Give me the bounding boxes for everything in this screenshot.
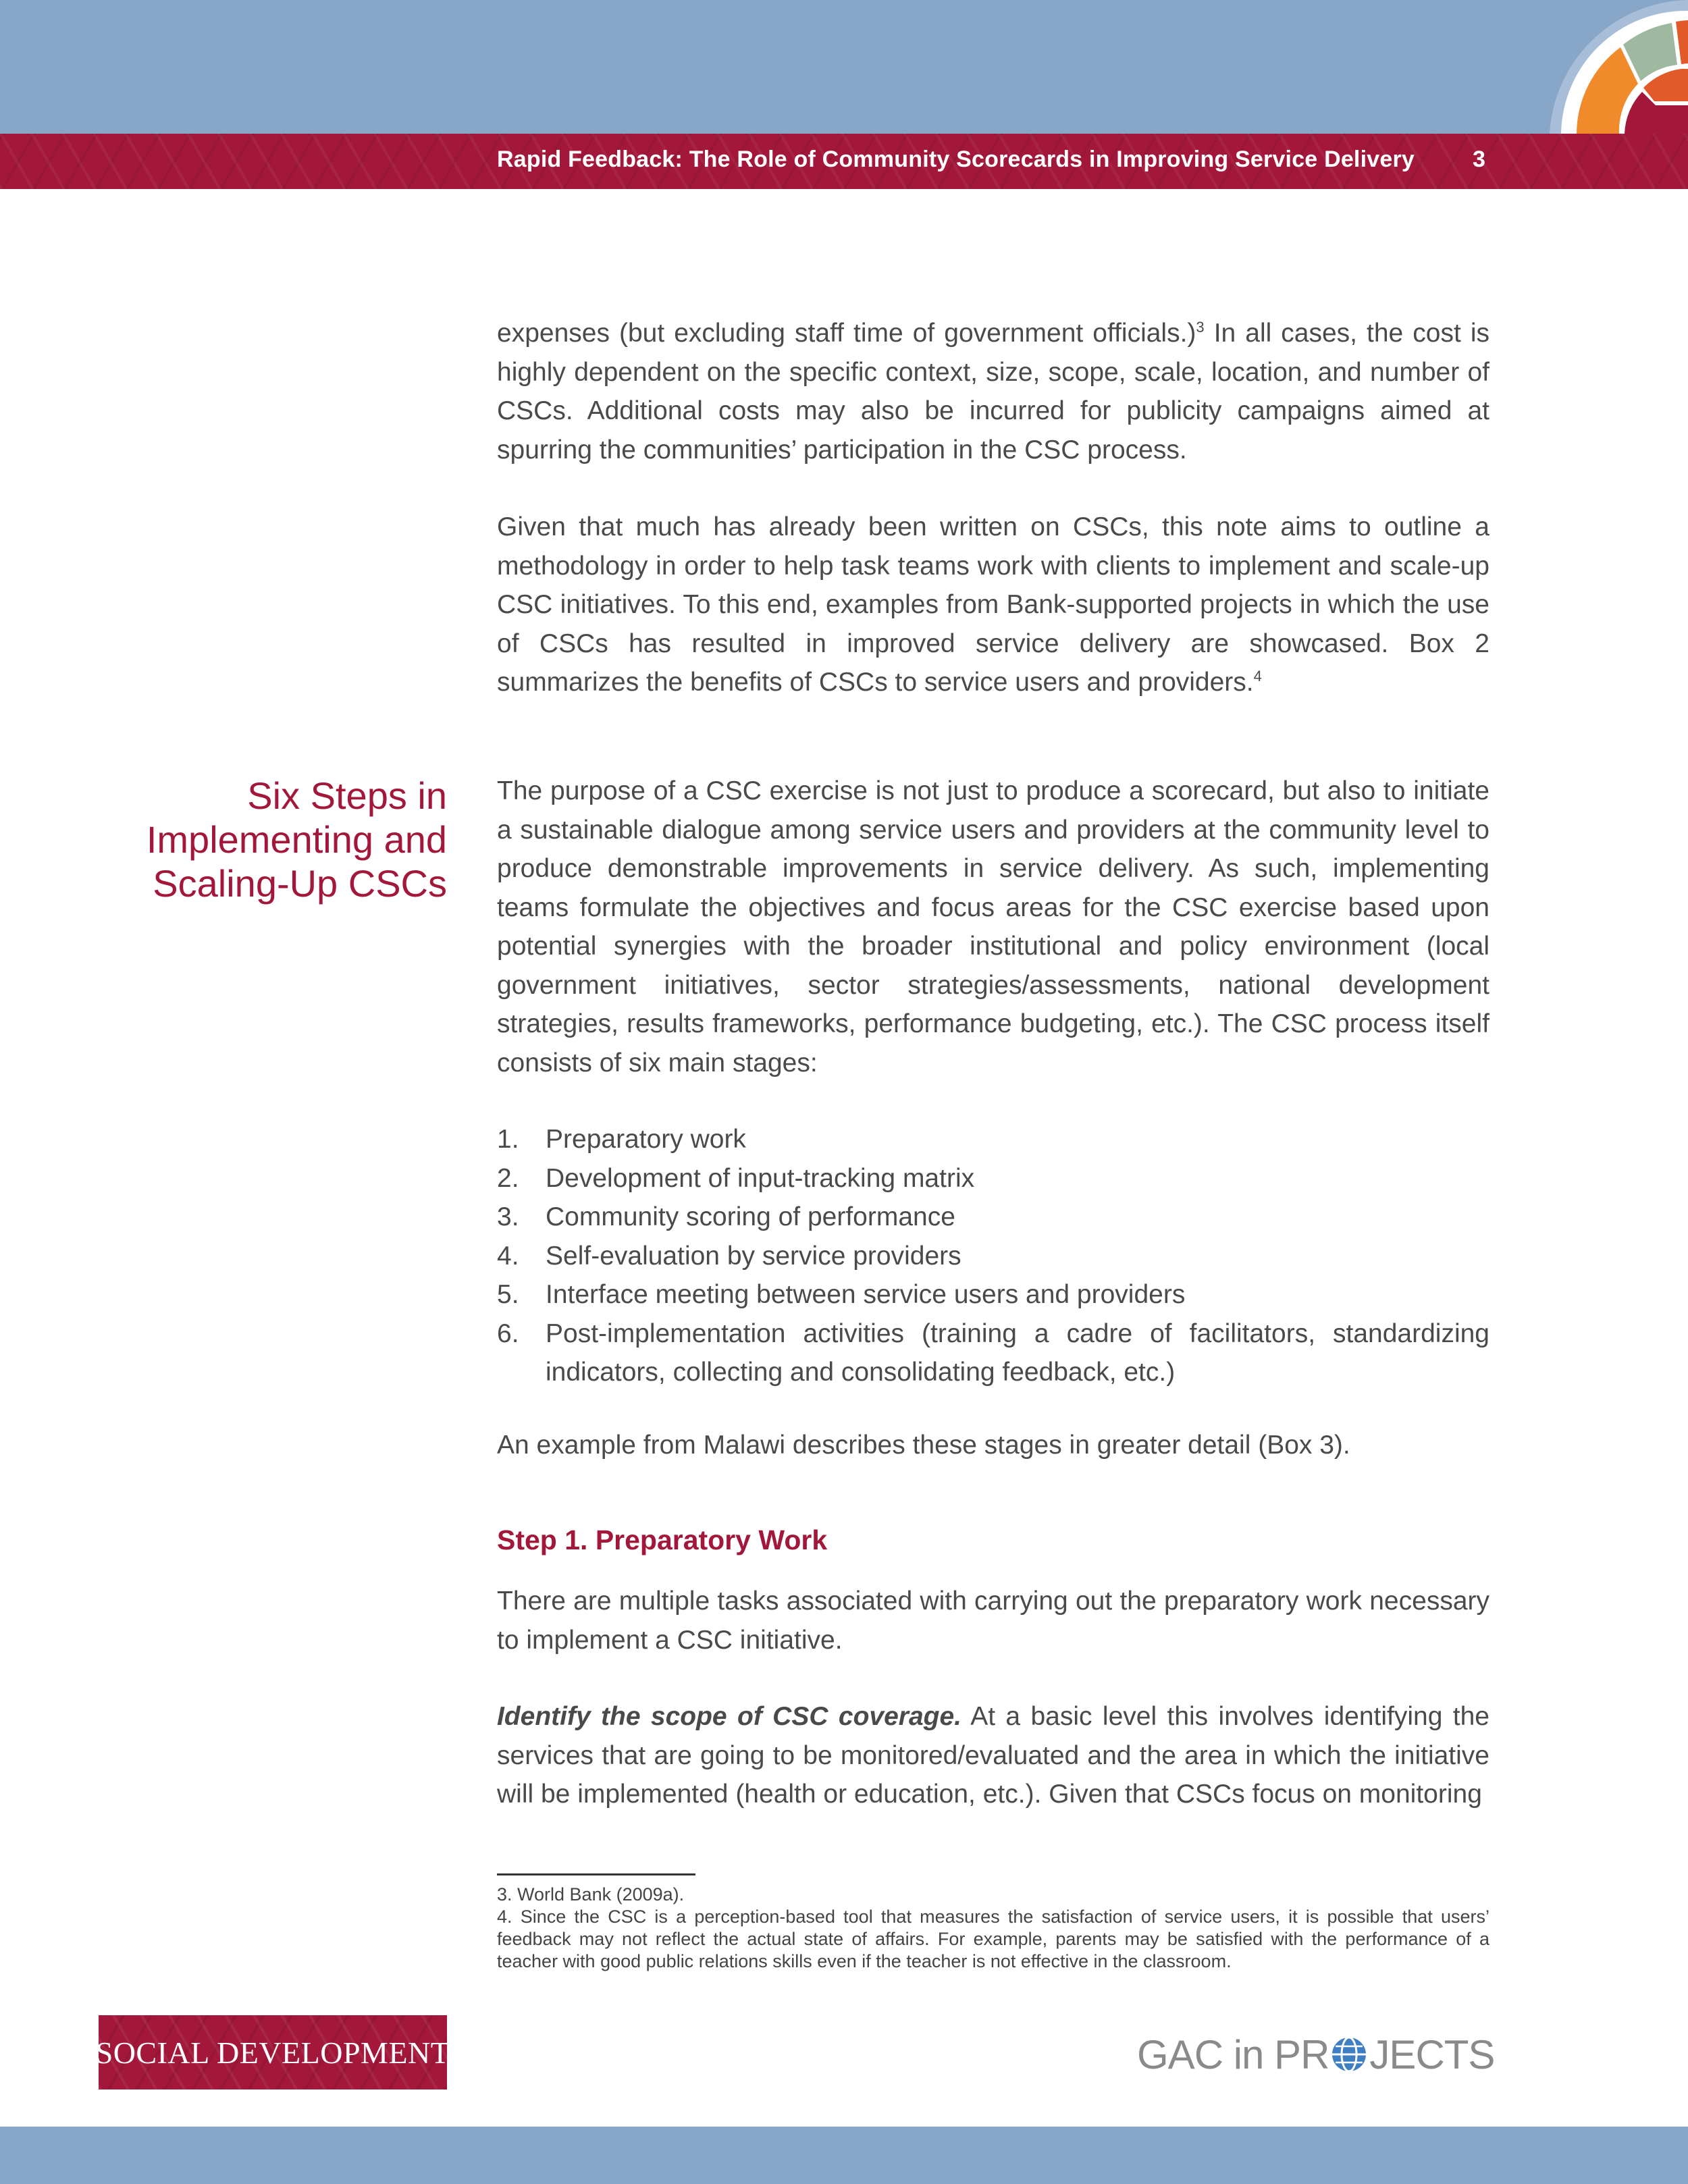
list-item-number: 5. [497,1280,519,1309]
running-header-title: Rapid Feedback: The Role of Community Scorecards in Improving Service Delivery [497,147,1415,172]
list-item [497,1198,1489,1237]
footnote-ref-4[interactable]: 4 [1253,668,1262,685]
list-item-number: 4. [497,1241,519,1271]
six-stages-list [497,1120,1489,1392]
paragraph-costs-part2: In all cases, the cost is highly dependent on the specific context, size, scope, scale, location, and number of CSCs. Additional costs may also be incurred for publicity campaigns aimed at spurring the communities’ participation in the CSC process. [497,319,1489,464]
side-heading-line-2: Implementing and [146,818,447,861]
run-in-heading-scope: Identify the scope of CSC coverage. [497,1702,961,1731]
paragraph-methodology [497,508,1489,702]
paragraph-scope-text: At a basic level this involves identifying the services that are going to be monitored/evaluated and the area in which the initiative will be implemented (health or education, etc.). Given that CSCs focus on monitoring [497,1702,1490,1809]
list-item-number: 2. [497,1163,519,1193]
top-banner [0,0,1688,134]
footnote-3: 3. World Bank (2009a). [497,1884,685,1905]
paragraph-purpose: The purpose of a CSC exercise is not just to produce a scorecard, but also to initiate a sustainable dialogue among service users and providers at the community level to produce demonstrable improvements in service delivery. As such, implementing teams formulate the objectives and focus areas for the CSC exercise based upon potential synergies with the broader institutional and policy environment (local government initiatives, sector strategies/assessments, national development strategies, results frameworks, performance budgeting, etc.). The CSC process itself consists of six main stages: [497,776,1489,1077]
footnote-4: 4. Since the CSC is a perception-based tool that measures the satisfaction of service users, it is possible that users’ feedback may not reflect the actual state of affairs. For example, parents may be satisfied with the performance of a teacher with good public relations skills even if the teacher is not effective in the classroom. [497,1907,1489,1971]
social-development-badge [95,2015,450,2089]
gac-logo-text-right: JECTS [1369,2031,1495,2077]
paragraph-malawi-example: An example from Malawi describes these stages in greater detail (Box 3). [497,1431,1350,1460]
paragraph-methodology-text: Given that much has already been written on CSCs, this note aims to outline a methodology in order to help task teams work with clients to implement and scale-up CSC initiatives. To this end, examples from Bank-supported projects in which the use of CSCs has resulted in improved service delivery are showcased. Box 2 summarizes the benefits of CSCs to service users and providers. [497,512,1489,697]
list-item [497,1159,1489,1198]
bottom-banner [0,2127,1688,2184]
globe-icon [1330,2035,1368,2073]
footnote-divider [497,1873,695,1875]
page-number: 3 [1473,147,1485,172]
list-item-text: Interface meeting between service users and providers [546,1280,1186,1309]
social-development-label: SOCIAL DEVELOPMENT [95,2035,450,2070]
paragraph-costs [497,314,1489,469]
list-item [497,1275,1489,1314]
list-item-text: Self-evaluation by service providers [546,1241,961,1271]
list-item-number: 6. [497,1319,519,1348]
list-item-text: Preparatory work [546,1125,746,1154]
paragraph-scope [497,1697,1489,1814]
list-item-text: Post-implementation activities (training a cadre of facilitators, standardizing indicators, collecting and consolidating feedback, etc.) [546,1319,1489,1387]
paragraph-costs-part1: expenses (but excluding staff time of government officials.) [497,319,1196,348]
list-item [497,1237,1489,1276]
paragraph-preparatory-tasks: There are multiple tasks associated with carrying out the preparatory work necessary to implement a CSC initiative. [497,1587,1489,1655]
list-item [497,1314,1489,1392]
list-item-text: Development of input-tracking matrix [546,1163,975,1193]
side-heading-line-3: Scaling-Up CSCs [153,862,447,905]
section-heading-step-1: Step 1. Preparatory Work [497,1524,828,1555]
list-item-text: Community scoring of performance [546,1202,955,1231]
gac-logo-text-left: GAC in PR [1137,2031,1329,2077]
list-item-number: 3. [497,1202,519,1231]
gac-in-projects-logo [1137,2031,1494,2078]
list-item-number: 1. [497,1125,519,1154]
list-item [497,1120,1489,1159]
footnotes [497,1884,1489,1973]
side-heading [81,774,447,905]
footnote-ref-3[interactable]: 3 [1196,319,1205,336]
side-heading-line-1: Six Steps in [247,774,447,817]
window-emblem-logo [1512,0,1688,134]
